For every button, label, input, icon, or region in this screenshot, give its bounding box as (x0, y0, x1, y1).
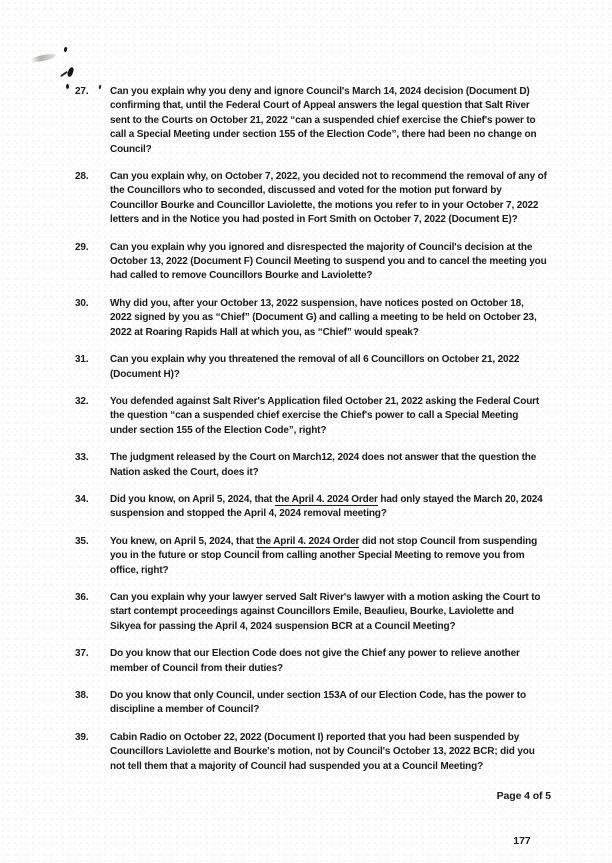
question-item-36 (75, 591, 549, 634)
question-text: Cabin Radio on October 22, 2022 (Document I) reported that you had been suspended by Councillors Laviolette and Bourke's motion, not by Council's October 13, 2022 BCR; did you not tell them that a majority of Council had suspended you at a Council Meeting? (110, 731, 535, 772)
question-number: 36. (75, 591, 89, 603)
question-item-34 (75, 493, 549, 522)
underlined-phrase: the April 4. 2024 Order (256, 535, 360, 547)
question-item-35 (75, 535, 549, 578)
question-number: 39. (75, 731, 89, 743)
question-item-28 (75, 170, 549, 228)
question-number: 38. (75, 690, 89, 701)
question-number: 32. (75, 395, 89, 407)
question-text: Can you explain why you threatened the removal of all 6 Councillors on October 21, 2022 (Document H)? (110, 354, 520, 380)
question-text: Can you explain why you deny and ignore Council's March 14, 2024 decision (Document D) confirming that, until the Federal Court of Appeal answers the legal question that Salt River sent to the Courts on October 21, 2022 “can a suspended chief exercise the Chief's power to call a Special Meeting under section 155 of the Election Code”, there had been no change on Council? (110, 86, 537, 155)
underlined-phrase: the April 4. 2024 Order (274, 493, 378, 505)
question-text: You defended against Salt River's Application filed October 21, 2022 asking the Federal Court the question “can a suspended chief exercise the Chief's power to call a Special Meeting under section 155 of the Election Code”, right? (110, 395, 540, 436)
question-number: 29. (75, 241, 89, 253)
question-text: Can you explain why, on October 7, 2022, you decided not to recommend the removal of any of the Councillors who to seconded, discussed and voted for the motion put forward by Councillor Bourke and Councillor Laviolette, the motions you refer to in your October 7, 2022 letters and in the Notice you had posted in Fort Smith on October 7, 2022 (Document E)? (110, 171, 547, 226)
question-number: 31. (75, 354, 89, 366)
ink-smudge (30, 52, 57, 63)
question-item-27 (75, 85, 549, 157)
question-text: Do you know that only Council, under section 153A of our Election Code, has the power to discipline a member of Council? (110, 690, 526, 716)
question-text-segment: You knew, on April 5, 2024, that (110, 535, 257, 547)
question-item-31 (75, 353, 549, 382)
question-item-29 (75, 241, 549, 284)
question-text-segment: did not stop Council from suspending you in the future or stop Council from calling another Special Meeting to remove you from office, right? (110, 535, 538, 576)
question-text-segment: had only stayed the March 20, 2024 suspension and stopped the April 4, 2024 removal meeting? (110, 493, 543, 520)
question-number: 27. (75, 86, 89, 97)
question-item-38 (75, 689, 549, 718)
question-list (75, 85, 549, 787)
question-text (110, 493, 547, 522)
question-text: Can you explain why your lawyer served Salt River's lawyer with a motion asking the Court to start contempt proceedings against Councillors Emile, Beaulieu, Bourke, Laviolette and Sikyea for passing the April 4, 2024 suspension BCR at a Council Meeting? (110, 591, 541, 632)
question-number: 35. (75, 535, 89, 547)
question-text-segment: Did you know, on April 5, 2024, that (110, 493, 275, 505)
question-number: 28. (75, 171, 89, 183)
question-item-32 (75, 395, 549, 438)
page-footer-label: Page 4 of 5 (496, 790, 551, 802)
question-item-39 (75, 731, 549, 774)
question-item-30 (75, 297, 549, 340)
ink-dot (63, 47, 67, 53)
question-number: 37. (75, 648, 89, 660)
ink-dot (66, 84, 69, 89)
question-text: Do you know that our Election Code does not give the Chief any power to relieve another member of Council from their duties? (110, 648, 520, 674)
question-number: 34. (75, 493, 89, 505)
question-number: 30. (75, 297, 89, 309)
question-text (110, 535, 547, 578)
bates-page-number: 177 (513, 835, 531, 847)
question-text: The judgment released by the Court on March12, 2024 does not answer that the question the Nation asked the Court, does it? (110, 452, 537, 478)
question-text: Can you explain why you ignored and disrespected the majority of Council's decision at the October 13, 2022 (Document F) Council Meeting to suspend you and to cancel the meeting you had called to remove Councillors Bourke and Laviolette? (110, 241, 547, 282)
question-text: Why did you, after your October 13, 2022 suspension, have notices posted on October 18, 2022 signed by you as “Chief” (Document G) and calling a meeting to be held on October 23, 2022 at Roaring Rapids Hall at which you, as “Chief” would speak? (110, 297, 537, 338)
question-item-33 (75, 451, 549, 480)
question-number: 33. (75, 452, 89, 464)
question-item-37 (75, 647, 549, 676)
